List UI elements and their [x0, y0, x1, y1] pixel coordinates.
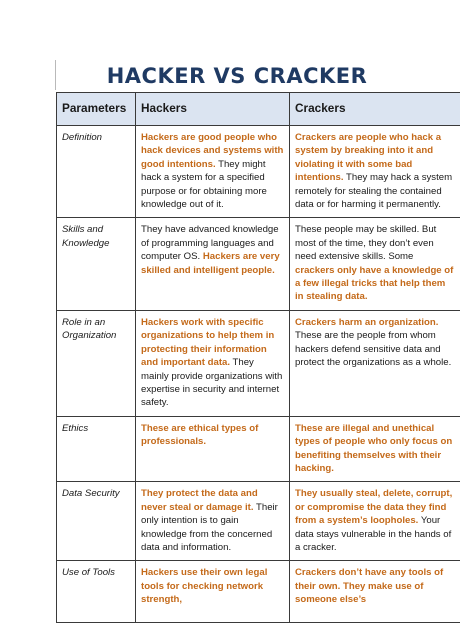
header-hackers: Hackers: [136, 93, 290, 126]
hackers-cell: [136, 126, 290, 218]
body-text: They may hack a system remotely for stealing the contained data or for harming it permanently.: [295, 172, 453, 211]
hackers-cell: [136, 416, 290, 482]
table-row: [57, 416, 461, 482]
crackers-cell: [290, 218, 461, 310]
highlighted-text: crackers only have a knowledge of a few illegal tricks that help them in stealing data.: [295, 264, 454, 303]
parameter-cell: Use of Tools: [57, 561, 136, 623]
parameter-cell: Role in an Organization: [57, 310, 136, 416]
body-text: They might hack a system for a specified purpose or for obtaining more knowledge out of it.: [141, 158, 267, 211]
header-parameters: Parameters: [57, 93, 136, 126]
comparison-table: [56, 92, 460, 632]
hackers-cell: [136, 218, 290, 310]
highlighted-text: Crackers are people who hack a system by breaking into it and violating it with some bad intentions.: [295, 132, 442, 184]
highlighted-text: These are illegal and unethical types of people who only focus on benefiting themselves with their hacking.: [295, 422, 453, 474]
highlighted-text: Hackers work with specific organizations to help them in protecting their information and important data.: [141, 316, 275, 369]
table-row: [57, 482, 461, 561]
body-text: These are the people from whom hackers defend sensitive data and protect the organizations as a whole.: [295, 330, 452, 369]
body-text: Your data stays vulnerable in the hands of a cracker.: [295, 515, 452, 553]
table-row: [57, 218, 461, 310]
parameter-cell: Data Security: [57, 482, 136, 561]
highlighted-text: They usually steal, delete, corrupt, or compromise the data they find from a system’s loopholes.: [295, 488, 453, 527]
crackers-cell: [290, 482, 461, 561]
body-text: They mainly provide organizations with expertise in security and internet safety.: [141, 357, 283, 409]
parameter-cell: Definition: [57, 126, 136, 218]
crackers-cell: [290, 126, 461, 218]
highlighted-text: They protect the data and never steal or damage it.: [141, 488, 258, 513]
table-header-row: [57, 93, 461, 126]
highlighted-text: Hackers use their own legal tools for checking network strength,: [141, 567, 268, 606]
hackers-cell: [136, 310, 290, 416]
highlighted-text: These are ethical types of professionals.: [141, 422, 259, 448]
body-text: Their only intention is to gain knowledge from the concerned data and information.: [141, 501, 278, 553]
crackers-cell: [290, 561, 461, 623]
header-crackers: Crackers: [290, 93, 461, 126]
highlighted-text: Hackers are good people who hack devices and systems with good intentions.: [141, 132, 284, 170]
crackers-cell: [290, 416, 461, 482]
highlighted-text: Crackers don’t have any tools of their own. They make use of someone else’s: [295, 567, 444, 606]
table-row: [57, 310, 461, 416]
hackers-cell: [136, 482, 290, 561]
table-row: [57, 126, 461, 218]
highlighted-text: Crackers harm an organization.: [295, 316, 439, 328]
hackers-cell: [136, 561, 290, 623]
table-row: [57, 561, 461, 623]
body-text: These people may be skilled. But most of the time, they don’t even need extensive skills. Some: [295, 224, 437, 263]
parameter-cell: Skills and Knowledge: [57, 218, 136, 310]
crackers-cell: [290, 310, 461, 416]
parameter-cell: Ethics: [57, 416, 136, 482]
body-text: They have advanced knowledge of programming languages and computer OS.: [141, 224, 279, 263]
highlighted-text: Hackers are very skilled and intelligent people.: [141, 251, 280, 276]
page-title: HACKER VS CRACKER: [106, 64, 368, 88]
